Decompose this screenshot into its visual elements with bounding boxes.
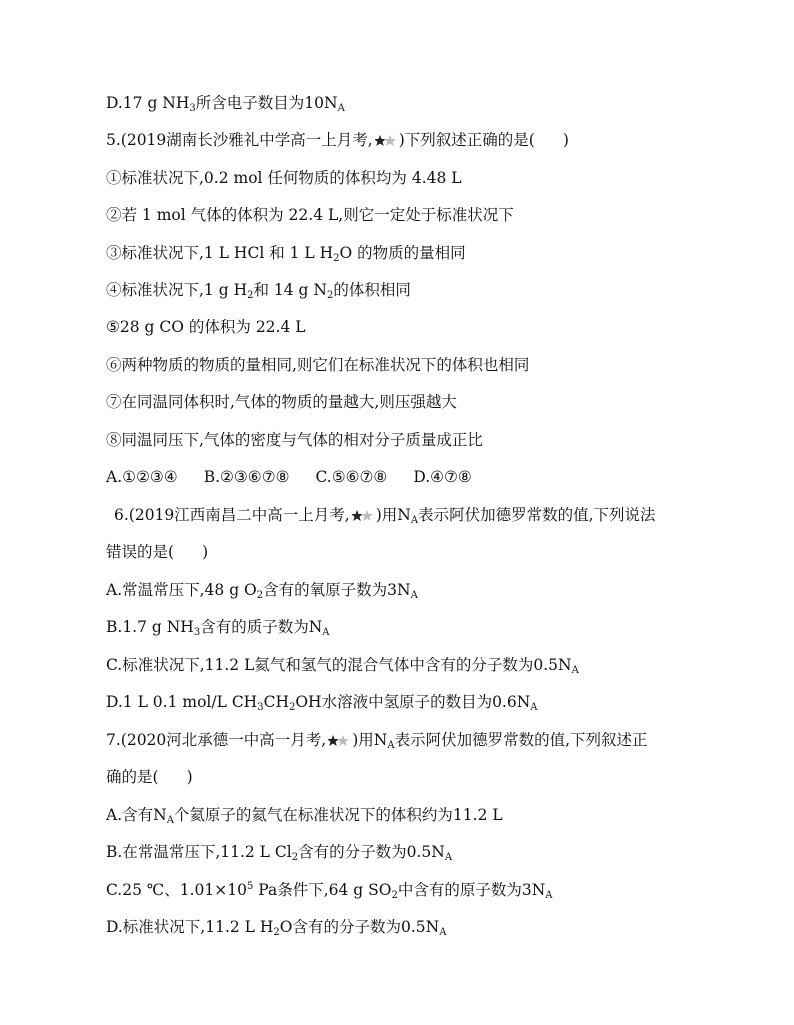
q5-statement-4: ④标准状况下,1 g $H_2$和 14 g $N_2$的体积相同 (106, 281, 411, 301)
q5-option-d: D.④⑦⑧ (413, 468, 472, 486)
q6-option-c: C.标准状况下,11.2 L氦气和氢气的混合气体中含有的分子数为$0.5N_A$ (106, 656, 579, 676)
q5-statement-5: ⑤28 g CO 的体积为 22.4 L (106, 318, 306, 336)
q5-statement-6: ⑥两种物质的物质的量相同,则它们在标准状况下的体积也相同 (106, 356, 530, 374)
q5-statement-3: ③标准状况下,1 L HCl 和 1 L $H_2O$ 的物质的量相同 (106, 244, 466, 264)
q5-option-b: B.②③⑥⑦⑧ (203, 468, 290, 486)
q6-option-d: D.1 L 0.1 mol/L $CH_3CH_2OH$水溶液中氢原子的数目为$0.6N_A$ (106, 693, 538, 713)
difficulty-star-icon (328, 735, 350, 747)
q7-stem-line-2: 确的是( ) (106, 768, 193, 786)
q4-option-d: D.17 g $NH_3$所含电子数目为$10N_A$ (106, 94, 345, 114)
q5-statement-7: ⑦在同温同体积时,气体的物质的量越大,则压强越大 (106, 393, 457, 411)
q6-stem-line-2: 错误的是( ) (106, 543, 209, 561)
q5-option-a: A.①②③④ (106, 468, 178, 486)
q7-option-c: C.25 ℃、$1.01\times 10^5$ Pa条件下,64 g $SO_2$中含有的原子数为$3N_A$ (106, 881, 553, 901)
q5-stem: 5.(2019湖南长沙雅礼中学高一上月考, )下列叙述正确的是( ) (106, 131, 569, 149)
q7-option-b: B.在常温常压下,11.2 L $Cl_2$含有的分子数为$0.5N_A$ (106, 843, 453, 863)
q7-option-a: A.含有$N_A$个氦原子的氦气在标准状况下的体积约为11.2 L (106, 806, 503, 826)
q5-statement-1: ①标准状况下,0.2 mol 任何物质的体积均为 4.48 L (106, 169, 462, 187)
q6-stem-line-1: 6.(2019江西南昌二中高一上月考, )用$N_A$表示阿伏加德罗常数的值,下列说法 (114, 506, 656, 526)
q5-statement-8: ⑧同温同压下,气体的密度与气体的相对分子质量成正比 (106, 431, 483, 449)
q5-option-c: C.⑤⑥⑦⑧ (315, 468, 388, 486)
q7-option-d: D.标准状况下,11.2 L $H_2O$含有的分子数为$0.5N_A$ (106, 918, 447, 938)
difficulty-star-icon (352, 510, 374, 522)
q5-statement-2: ②若 1 mol 气体的体积为 22.4 L,则它一定处于标准状况下 (106, 206, 514, 224)
difficulty-star-icon (375, 135, 397, 147)
q6-option-a: A.常温常压下,48 g $O_2$含有的氧原子数为$3N_A$ (106, 581, 418, 601)
q5-options (106, 467, 472, 487)
q7-stem-line-1: 7.(2020河北承德一中高一月考, )用$N_A$表示阿伏加德罗常数的值,下列叙述正 (106, 731, 648, 751)
q6-option-b: B.1.7 g $NH_3$含有的质子数为$N_A$ (106, 618, 330, 638)
